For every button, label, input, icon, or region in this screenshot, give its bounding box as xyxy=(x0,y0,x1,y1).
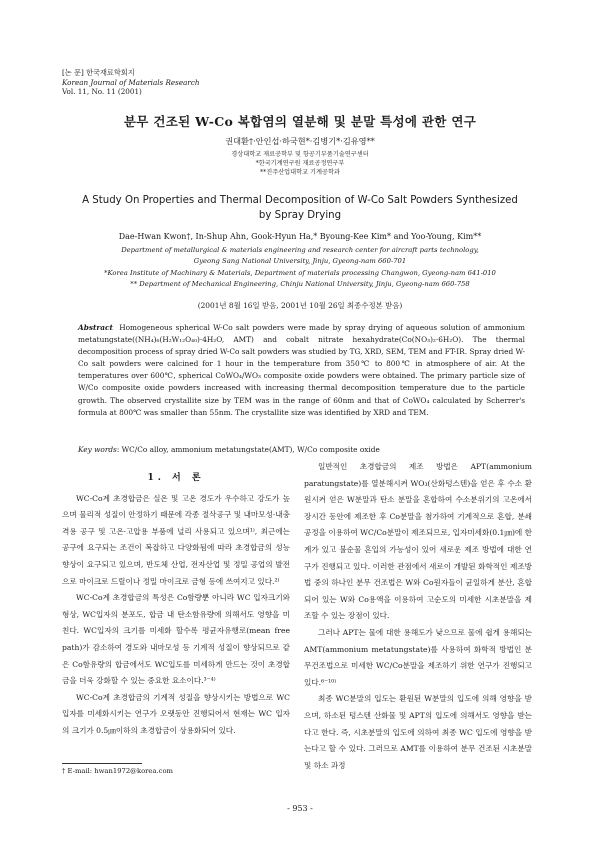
authors-korean: 권대환†·안인섭·하국현*·김병기*·김유영** xyxy=(225,136,375,146)
affiliation-en-2: Gyeong Sang National University, Jinju, Gyeong-nam 660-701 xyxy=(193,257,407,266)
affiliation-kr-3: **진주산업대학교 기계공학과 xyxy=(260,169,340,176)
affiliation-kr-1: 경상대학교 재료공학부 및 항공기부품기술연구센터 xyxy=(231,151,369,158)
keywords-text: : WC/Co alloy, ammonium metatungstate(AMT), W/Co composite oxide xyxy=(116,445,380,454)
page-number: - 953 - xyxy=(287,804,313,813)
affiliations-english xyxy=(0,245,600,290)
journal-line-1: [논 문] 한국재료학회지 xyxy=(62,68,135,77)
title-en-line-1: A Study On Properties and Thermal Decomposition of W-Co Salt Powders Synthesized xyxy=(82,195,518,206)
section-heading-introduction: 1. 서 론 xyxy=(147,473,205,483)
footnote-email: † E-mail: hwan1972@korea.com xyxy=(62,767,173,775)
affiliation-en-1: Department of metallurgical & materials engineering and research center for aircraft parts technology, xyxy=(121,246,479,254)
abstract-text: Homogeneous spherical W-Co salt powders were made by spray drying of aqueous solution of ammonium metatungstate((NH₄)₆(H₂W₁₂O₄₀)·4H₂O, AMT) and cobalt nitrate hexahydrate(Co(NO₃)₂·6H₂O). The thermal decomposition process of spray dried W-Co salt powders was studied by TG, XRD, SEM, TEM and FT-IR. Spray dried W-Co salt powders were calcined for 1 hour in the temperature from 350℃ to 800℃ in atmosphere of air. At the temperatures over 600℃, spherical CoWO₄/WO₃ composite oxide powders were obtained. The primary particle size of W/Co composite oxide powders increased with increasing thermal decomposition temperature due to the particle growth. The observed crystallite size by TEM was in the range of 60nm and that of CoWO₄ calculated by Scherrer's formula at 800℃ was smaller than 55nm. The crystallite size was identified by XRD and TEM. xyxy=(78,323,525,417)
paper-title-english xyxy=(0,193,600,223)
paragraph: WC-Co계 초경합금의 특성은 Co함량뿐 아니라 WC 입자크기와 형상, WC입자의 분포도, 합금 내 탄소함유량에 의해서도 영향을 미친다. WC입자의 크기를 미세화 할수록 평균자유행로(mean free path)가 감소하여 경도와 내마모성 등 기계적 성질이 향상되므로 같은 Co함유량의 합금에서도 WC입도를 미세하게 만드는 것이 초경합금을 더욱 강화할 수 있는 중요한 요소이다.³⁻⁴⁾ xyxy=(62,593,290,686)
journal-header xyxy=(62,68,200,97)
journal-line-3: Vol. 11, No. 11 (2001) xyxy=(62,87,142,96)
received-dates: (2001년 8월 16일 받음, 2001년 10월 26일 최종수정본 받음) xyxy=(197,301,403,310)
abstract xyxy=(78,322,525,419)
journal-line-2: Korean Journal of Materials Research xyxy=(62,77,200,87)
paper-title-korean: 분무 건조된 W-Co 복합염의 열분해 및 분말 특성에 관한 연구 xyxy=(123,114,477,129)
keywords xyxy=(78,445,525,454)
paragraph: WC-Co계 초경합금의 기계적 성질을 향상시키는 방법으로 WC입자를 미세화시키는 연구가 오랫동안 진행되어서 현재는 WC 입자의 크기가 0.5㎛이하의 초경합금이 상용화되어 있다. xyxy=(62,692,290,735)
affiliation-kr-2: *한국기계연구원 재료공정연구부 xyxy=(255,160,345,167)
paragraph: 최종 WC분말의 입도는 환원된 W분말의 입도에 의해 영향을 받으며, 하소된 텅스텐 산화물 및 APT의 입도에 의해서도 영향을 받는다고 한다. 즉, 시초분말의 입도에 의하여 최종 WC 입도에 영향을 받는다고 할 수 있다. 그러므로 AMT를 이용하여 분무 건조된 시초분말 및 하소 과정 xyxy=(304,694,532,770)
title-en-line-2: by Spray Drying xyxy=(258,210,342,221)
affiliations-korean xyxy=(0,150,600,177)
paragraph: 그러나 APT는 물에 대한 용해도가 낮으므로 물에 쉽게 용해되는 AMT(ammonium metatungstate)를 사용하여 화학적 방법인 분무건조법으로 미세한 WC/Co분말을 제조하기 위한 연구가 진행되고 있다.⁶⁻¹⁰⁾ xyxy=(304,627,532,687)
abstract-label: Abstract xyxy=(78,323,113,332)
authors-english: Dae-Hwan Kwon†, In-Shup Ahn, Gook-Hyun Ha,* Byoung-Kee Kim* and Yoo-Young, Kim** xyxy=(118,232,482,241)
paragraph: 일반적인 초경합금의 제조 방법은 APT(ammonium paratungstate)를 열분해시켜 WO₃(산화텅스텐)을 얻은 후 수소 환원시켜 얻은 W분말과 탄소 분말을 혼합하여 수소분위기의 고온에서 장시간 동안에 제조한 후 Co분말을 첨가하여 기계적으로 혼합, 분쇄공정을 이용하여 WC/Co분말이 제조되므로, 입자미세화(0.1㎛)에 한계가 있고 불순물 혼입의 가능성이 있어 새로운 제조 방법에 대한 연구가 진행되고 있다. 이러한 관점에서 새로이 개발된 화학적인 제조방법 중의 하나인 분무 건조법은 W와 Co원자들이 균일하게 분산, 혼합되어 있는 W와 Co용액을 이용하여 고순도의 미세한 시초분말을 제조할 수 있는 장점이 있다. xyxy=(304,462,533,621)
affiliation-en-3: *Korea Institute of Machinary & Materials, Department of materials processing Changwon, Gyeong-nam 641-010 xyxy=(104,268,496,277)
footnote-rule xyxy=(62,763,142,764)
keywords-label: Key words xyxy=(78,445,117,454)
body-column-left xyxy=(62,470,290,740)
affiliation-en-4: ** Department of Mechanical Engineering, Chinju National University, Jinju, Gyeong-nam 660-758 xyxy=(130,279,470,288)
paragraph: WC-Co계 초경합금은 실온 및 고온 경도가 우수하고 강도가 높으며 물리적 성질이 안정하기 때문에 각종 절삭공구 및 내마모성·내충격용 공구 및 고온·고압용 부품에 널리 사용되고 있으며¹⁾, 최근에는 공구에 요구되는 조건이 복잡하고 다양화됨에 따라 초경합금의 성능 향상이 요구되고 있으며, 반도체 산업, 전자산업 및 정밀 공업의 발전으로 마이크로 드릴이나 정밀 마이크로 금형 등에 쓰여지고 있다.²⁾ xyxy=(62,493,290,586)
body-column-right xyxy=(304,459,532,774)
